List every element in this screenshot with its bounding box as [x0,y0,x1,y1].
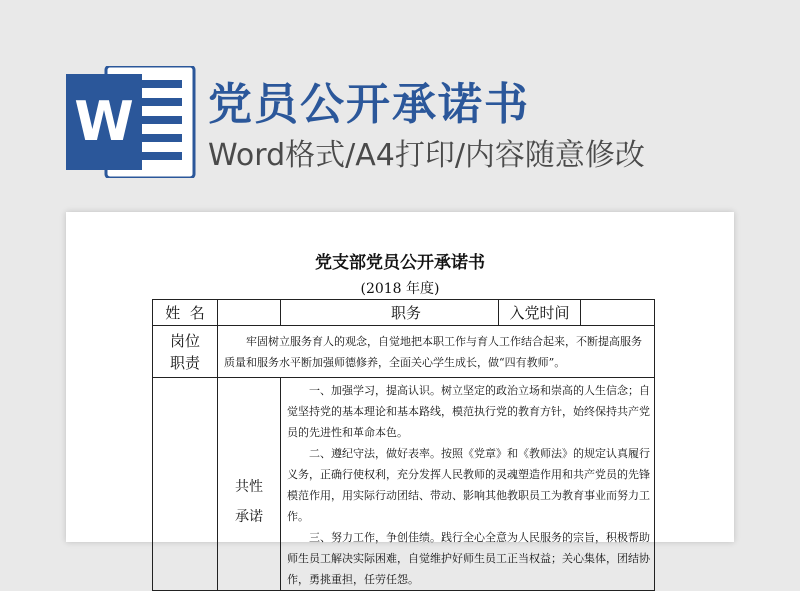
word-logo-icon [66,66,196,178]
duty-label-line2: 职责 [169,353,200,372]
common-label-line2: 承诺 [235,509,263,525]
document-title: 党支部党员公开承诺书 [315,253,485,273]
banner-title: 党员公开承诺书 [208,79,530,130]
document-year: (2018 年度) [360,281,440,297]
name-value-cell[interactable] [218,300,281,326]
commitment-table [152,299,655,591]
common-text [281,378,655,591]
common-item-3: 三、努力工作，争创佳绩。践行全心全意为人民服务的宗旨，积极帮助师生员工解决实际困难，自觉维护好师生员工正当权益；关心集体，团结协作，勇挑重担，任劳任怨。 [287,531,650,586]
header-row [153,300,655,326]
banner-subtitle: Word格式/A4打印/内容随意修改 [208,138,645,173]
duty-label-line1: 岗位 [169,331,200,350]
duty-text: 牢固树立服务育人的观念，自觉地把本职工作与育人工作结合起来，不断提高服务质量和服务水平断加强师德修养，全面关心学生成长，做“四有教师”。 [218,326,655,378]
common-label-line1: 共性 [235,479,263,495]
name-label: 姓 名 [153,300,218,326]
join-date-value-cell[interactable] [581,300,655,326]
document-page [66,212,734,586]
join-date-label: 入党时间 [499,300,581,326]
duty-label [153,326,218,378]
common-label [218,378,281,591]
common-blank-cell [153,378,218,591]
common-row [153,378,655,591]
common-item-1: 一、加强学习，提高认识。树立坚定的政治立场和崇高的人生信念；自觉坚持党的基本理论和基本路线，模范执行党的教育方针，始终保持共产党员的先进性和革命本色。 [287,384,650,439]
word-logo-letter: W [74,90,134,153]
position-label: 职务 [281,300,499,326]
common-item-2: 二、遵纪守法，做好表率。按照《党章》和《教师法》的规定认真履行义务，正确行使权利，充分发挥人民教师的灵魂塑造作用和共产党员的先锋模范作用，用实际行动团结、带动、影响其他教职员工为教育事业而努力工作。 [287,447,650,523]
duty-row [153,326,655,378]
